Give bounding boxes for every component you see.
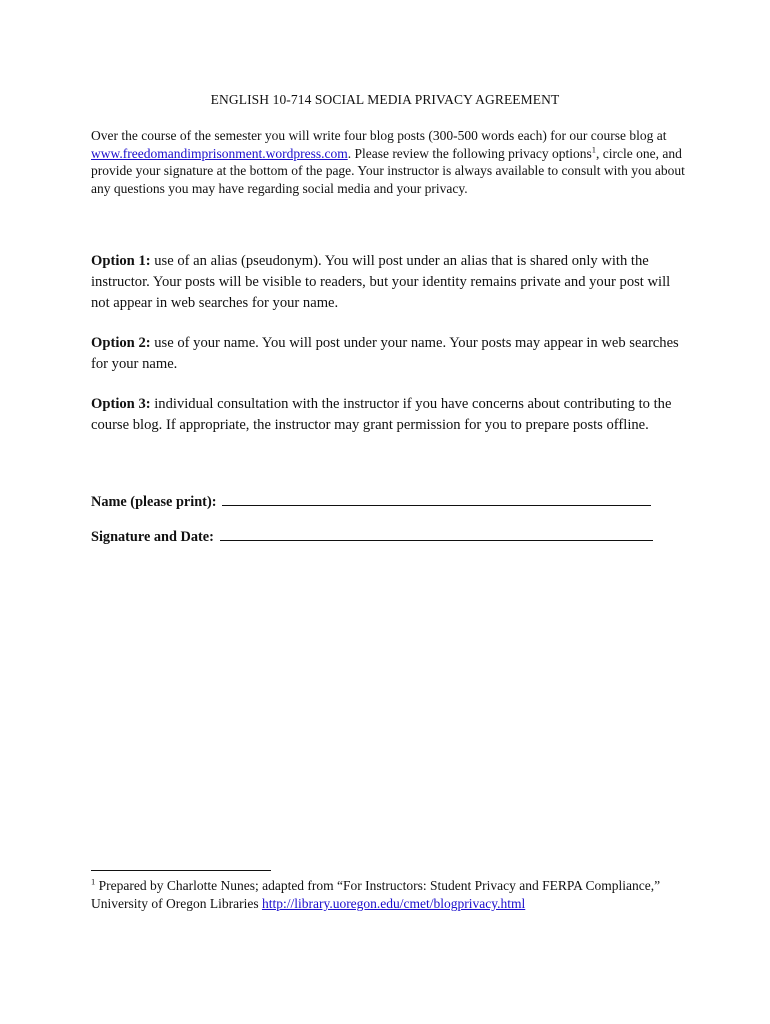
option-2-text: use of your name. You will post under your name. Your posts may appear in web searches for your name. <box>91 335 679 372</box>
footnote <box>91 877 691 913</box>
option-3-text: individual consultation with the instructor if you have concerns about contributing to the course blog. If appropriate, the instructor may grant permission for you to prepare posts offline. <box>91 396 672 433</box>
option-3-label: Option 3: <box>91 396 151 412</box>
name-field <box>91 491 651 511</box>
signature-field <box>91 526 653 546</box>
intro-paragraph <box>91 127 691 197</box>
option-2-label: Option 2: <box>91 335 151 351</box>
footnote-reference: 1 <box>591 144 597 155</box>
document-title: ENGLISH 10-714 SOCIAL MEDIA PRIVACY AGREEMENT <box>210 92 560 107</box>
course-blog-link[interactable]: www.freedomandimprisonment.wordpress.com <box>91 145 348 161</box>
option-3[interactable] <box>91 394 691 436</box>
option-1-label: Option 1: <box>91 253 151 269</box>
footnote-text: Prepared by Charlotte Nunes; adapted from “For Instructors: Student Privacy and FERPA Compliance,” University of Oregon Libraries <box>91 878 661 911</box>
name-label: Name (please print): <box>91 494 217 510</box>
option-2[interactable] <box>91 333 691 375</box>
option-1[interactable] <box>91 251 691 313</box>
footnote-link[interactable]: http://library.uoregon.edu/cmet/blogprivacy.html <box>261 896 526 911</box>
footnote-marker: 1 <box>91 876 96 887</box>
intro-text-continued: . Please review the following privacy options <box>347 145 592 161</box>
intro-text-end: , circle one, and provide your signature at the bottom of the page. Your instructor is always available to consult with you about any questions you may have regarding social media and your privacy. <box>91 145 685 196</box>
signature-label: Signature and Date: <box>91 529 214 545</box>
option-1-text: use of an alias (pseudonym). You will post under an alias that is shared only with the instructor. Your posts will be visible to readers, but your identity remains private and your post will not appear in web searches for your name. <box>91 253 671 311</box>
signature-input-line[interactable] <box>220 526 653 541</box>
name-input-line[interactable] <box>222 491 651 506</box>
intro-text: Over the course of the semester you will write four blog posts (300-500 words each) for our course blog at <box>91 128 667 143</box>
footnote-divider <box>91 870 271 871</box>
